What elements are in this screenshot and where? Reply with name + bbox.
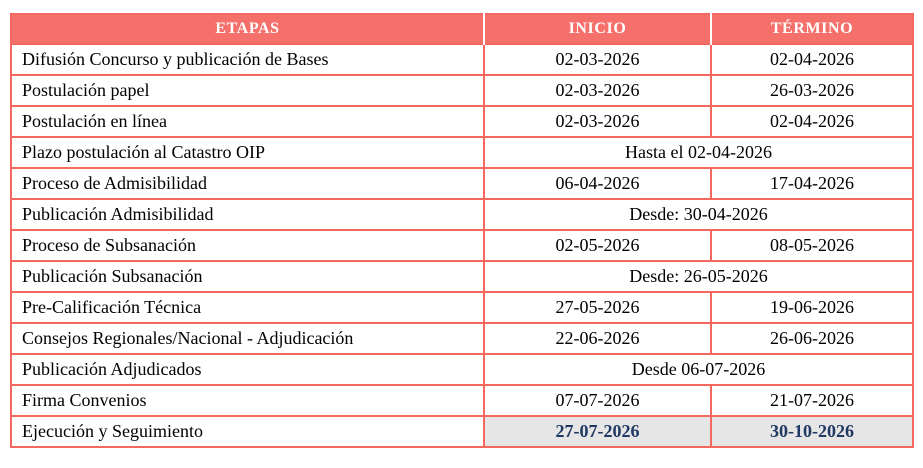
inicio-cell: 02-05-2026	[484, 230, 711, 261]
date-span-cell: Hasta el 02-04-2026	[484, 137, 913, 168]
table-row	[11, 323, 913, 354]
termino-cell: 26-06-2026	[711, 323, 913, 354]
inicio-cell: 22-06-2026	[484, 323, 711, 354]
table-row	[11, 261, 913, 292]
inicio-cell: 07-07-2026	[484, 385, 711, 416]
column-header-termino: TÉRMINO	[711, 14, 913, 44]
table-row	[11, 354, 913, 385]
termino-cell: 19-06-2026	[711, 292, 913, 323]
inicio-cell: 06-04-2026	[484, 168, 711, 199]
etapa-cell: Postulación en línea	[11, 106, 484, 137]
date-span-cell: Desde: 26-05-2026	[484, 261, 913, 292]
etapa-cell: Publicación Subsanación	[11, 261, 484, 292]
termino-cell: 30-10-2026	[711, 416, 913, 447]
table-row	[11, 44, 913, 75]
date-span-cell: Desde: 30-04-2026	[484, 199, 913, 230]
inicio-cell: 02-03-2026	[484, 75, 711, 106]
etapa-cell: Publicación Admisibilidad	[11, 199, 484, 230]
etapa-cell: Consejos Regionales/Nacional - Adjudicación	[11, 323, 484, 354]
inicio-cell: 27-05-2026	[484, 292, 711, 323]
etapa-cell: Difusión Concurso y publicación de Bases	[11, 44, 484, 75]
table-row	[11, 385, 913, 416]
etapa-cell: Firma Convenios	[11, 385, 484, 416]
etapa-cell: Proceso de Admisibilidad	[11, 168, 484, 199]
table-row	[11, 199, 913, 230]
termino-cell: 26-03-2026	[711, 75, 913, 106]
table-row	[11, 168, 913, 199]
column-header-inicio: INICIO	[484, 14, 711, 44]
termino-cell: 02-04-2026	[711, 106, 913, 137]
table-row	[11, 106, 913, 137]
termino-cell: 02-04-2026	[711, 44, 913, 75]
etapa-cell: Plazo postulación al Catastro OIP	[11, 137, 484, 168]
table-row	[11, 292, 913, 323]
table-row	[11, 230, 913, 261]
table-row	[11, 416, 913, 447]
column-header-etapas: ETAPAS	[11, 14, 484, 44]
table-row	[11, 137, 913, 168]
termino-cell: 17-04-2026	[711, 168, 913, 199]
termino-cell: 08-05-2026	[711, 230, 913, 261]
etapa-cell: Postulación papel	[11, 75, 484, 106]
etapa-cell: Ejecución y Seguimiento	[11, 416, 484, 447]
inicio-cell: 02-03-2026	[484, 44, 711, 75]
table-row	[11, 75, 913, 106]
inicio-cell: 02-03-2026	[484, 106, 711, 137]
etapa-cell: Pre-Calificación Técnica	[11, 292, 484, 323]
date-span-cell: Desde 06-07-2026	[484, 354, 913, 385]
termino-cell: 21-07-2026	[711, 385, 913, 416]
etapa-cell: Proceso de Subsanación	[11, 230, 484, 261]
inicio-cell: 27-07-2026	[484, 416, 711, 447]
header-row	[11, 14, 913, 44]
etapa-cell: Publicación Adjudicados	[11, 354, 484, 385]
table-body	[11, 44, 913, 447]
schedule-table	[10, 13, 914, 448]
